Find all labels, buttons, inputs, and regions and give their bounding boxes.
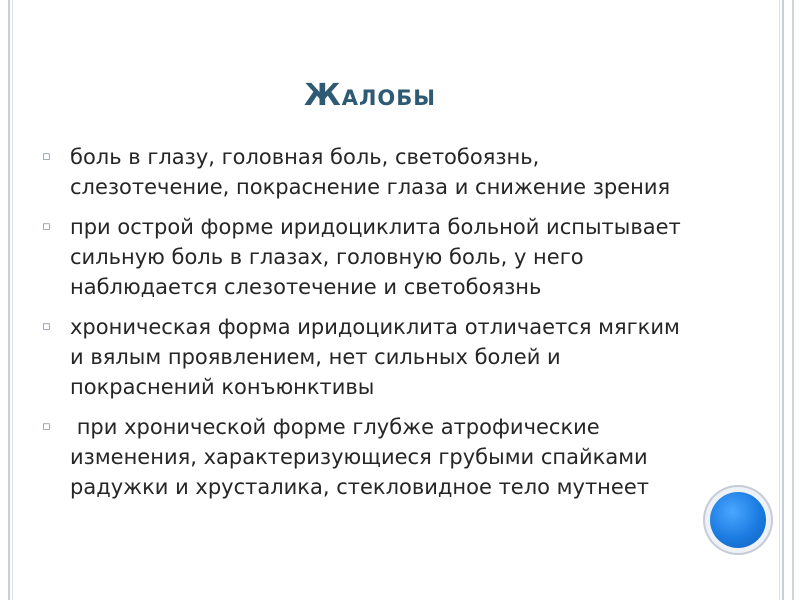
square-bullet-icon: ▫ bbox=[42, 419, 51, 434]
bullet-text: боль в глазу, головная боль, светобоязнь, слезотечение, покраснение глаза и снижение зрения bbox=[70, 145, 671, 199]
bullet-item bbox=[40, 212, 700, 302]
bullet-text: при хронической форме глубже атрофические изменения, характеризующиеся грубыми спайками радужки и хрусталика, стекловидное тело мутнеет bbox=[70, 415, 655, 499]
decorative-circle-icon bbox=[710, 492, 766, 548]
bullet-list bbox=[40, 142, 700, 512]
bullet-item bbox=[40, 412, 700, 502]
bullet-item bbox=[40, 312, 700, 402]
right-band-line bbox=[792, 0, 794, 600]
bullet-text: хроническая форма иридоциклита отличается мягким и вялым проявлением, нет сильных болей и покраснений конъюнктивы bbox=[70, 315, 680, 399]
square-bullet-icon: ▫ bbox=[42, 219, 51, 234]
bullet-text: при острой форме иридоциклита больной испытывает сильную боль в глазах, головную боль, у него наблюдается слезотечение и светобоязнь bbox=[70, 215, 681, 299]
square-bullet-icon: ▫ bbox=[42, 149, 51, 164]
slide-title: Жалобы bbox=[303, 78, 437, 113]
bullet-item bbox=[40, 142, 700, 202]
square-bullet-icon: ▫ bbox=[42, 319, 51, 334]
